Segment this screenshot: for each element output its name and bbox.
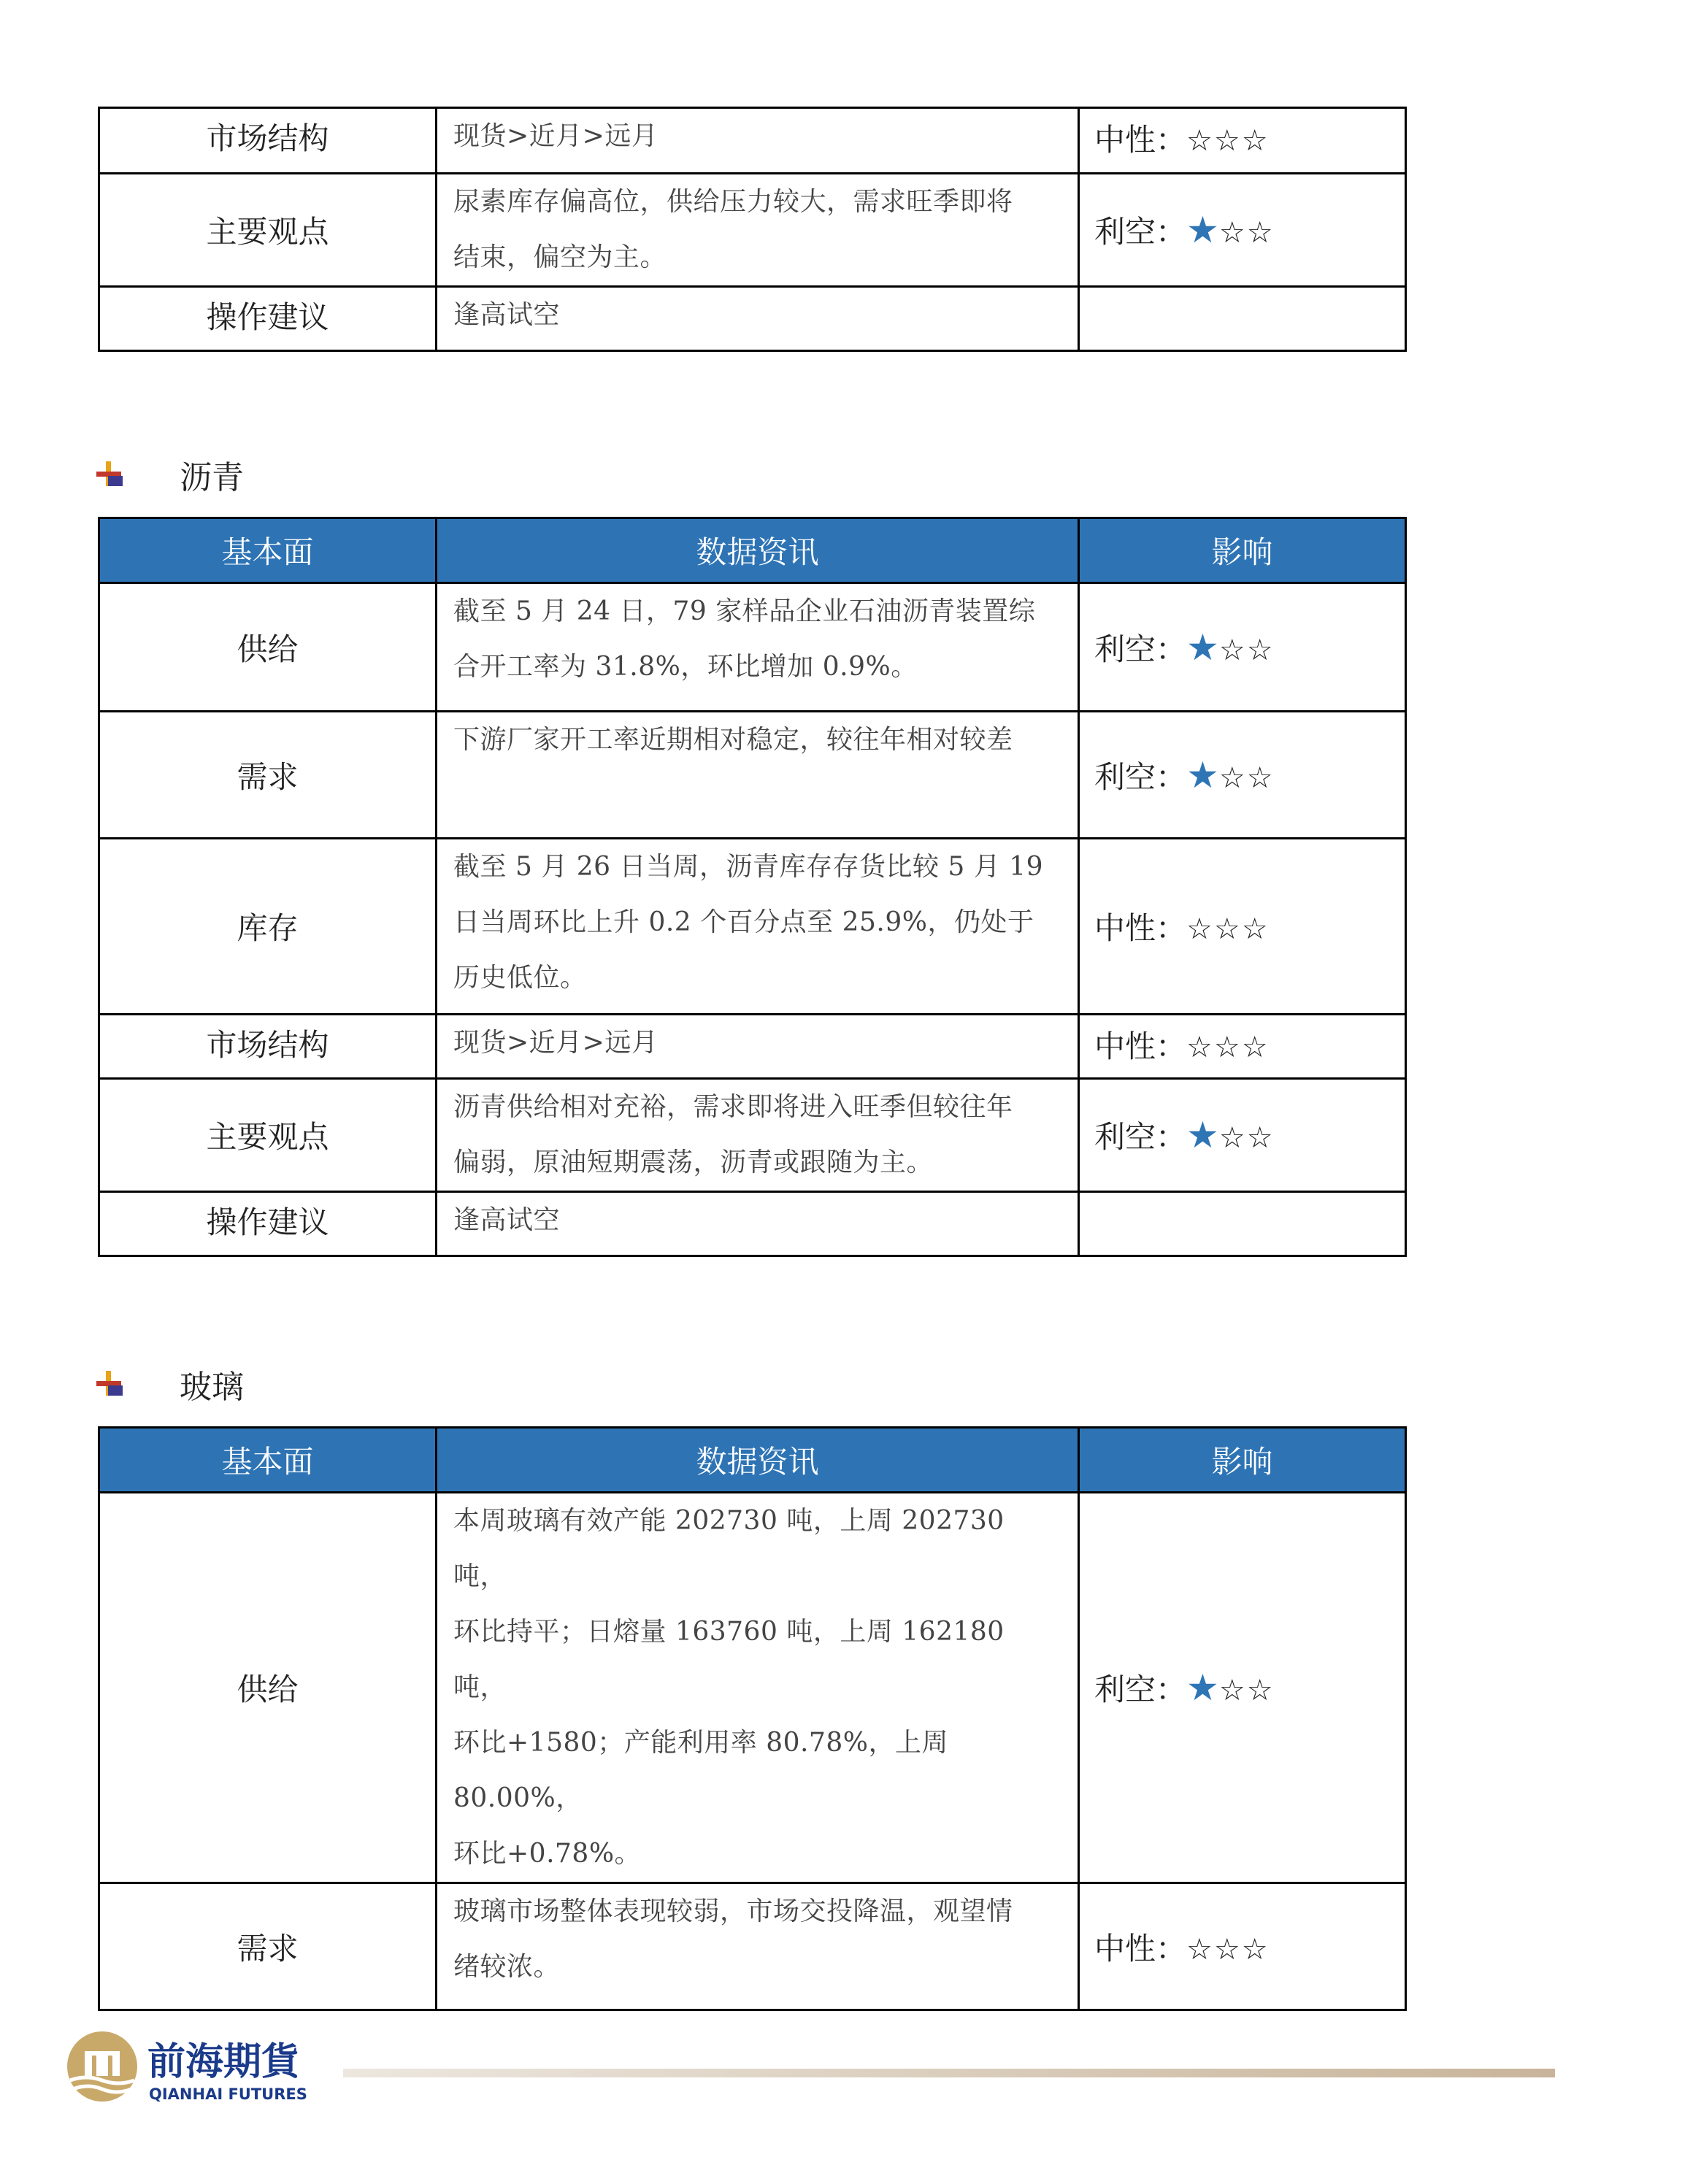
qianhai-futures-logo [63, 2026, 355, 2107]
info-line: 偏弱，原油短期震荡，沥青或跟随为主。 [453, 1147, 934, 1177]
info-line: 截至 5 月 24 日，79 家样品企业石油沥青装置综 [453, 596, 1036, 626]
row-impact [1079, 1192, 1406, 1256]
urea-table-body [99, 108, 1406, 351]
star-empty-icon: ☆ [1186, 124, 1214, 158]
header-fundamentals: 基本面 [99, 518, 437, 583]
info-line: 环比+0.78%。 [453, 1839, 642, 1869]
row-label: 市场结构 [99, 108, 437, 174]
star-rating [1186, 122, 1270, 158]
section-title: 玻璃 [180, 1369, 244, 1406]
header-impact: 影响 [1079, 518, 1406, 583]
row-impact [1079, 1493, 1406, 1883]
row-impact [1079, 839, 1406, 1015]
star-empty-icon: ☆ [1186, 1031, 1214, 1064]
star-empty-icon: ☆ [1218, 216, 1247, 250]
star-empty-icon: ☆ [1213, 1932, 1242, 1966]
impact-label: 中性： [1094, 122, 1187, 158]
logo-en-text: QIANHAI FUTURES [149, 2085, 307, 2103]
star-empty-icon: ☆ [1218, 1121, 1247, 1155]
table-row [99, 1192, 1406, 1256]
impact-label: 中性： [1094, 1930, 1187, 1966]
section-title: 沥青 [180, 459, 244, 496]
table-row [99, 583, 1406, 712]
row-info [437, 1883, 1079, 2010]
header-impact: 影响 [1079, 1428, 1406, 1493]
row-info [437, 583, 1079, 712]
star-empty-icon: ☆ [1218, 761, 1247, 795]
bullet-icon [95, 1369, 124, 1399]
impact-label: 利空： [1094, 631, 1187, 667]
info-line: 历史低位。 [453, 963, 587, 993]
impact-label: 中性： [1094, 910, 1187, 946]
glass-table [98, 1426, 1407, 2011]
row-label: 库存 [99, 839, 437, 1015]
row-impact [1079, 174, 1406, 287]
row-label: 主要观点 [99, 1079, 437, 1192]
star-empty-icon: ☆ [1246, 1674, 1275, 1707]
star-empty-icon: ☆ [1186, 1932, 1214, 1966]
row-info [437, 174, 1079, 287]
table-header-row [99, 1428, 1406, 1493]
star-empty-icon: ☆ [1218, 633, 1247, 667]
star-empty-icon: ☆ [1241, 912, 1270, 946]
star-filled-icon: ★ [1186, 626, 1219, 669]
star-empty-icon: ☆ [1213, 912, 1242, 946]
row-label: 供给 [99, 1493, 437, 1883]
table-row [99, 1883, 1406, 2010]
info-line: 现货>近月>远月 [453, 121, 658, 151]
urea-table [98, 107, 1407, 352]
table-row [99, 174, 1406, 287]
info-line: 环比+1580；产能利用率 80.78%，上周 80.00%， [453, 1728, 948, 1813]
info-line: 日当周环比上升 0.2 个百分点至 25.9%，仍处于 [453, 907, 1034, 937]
row-impact [1079, 287, 1406, 351]
star-empty-icon: ☆ [1186, 912, 1214, 946]
star-empty-icon: ☆ [1213, 1031, 1242, 1064]
star-empty-icon: ☆ [1246, 633, 1275, 667]
info-line: 玻璃市场整体表现较弱，市场交投降温，观望情 [453, 1896, 1013, 1926]
info-line: 截至 5 月 26 日当周，沥青库存存货比较 5 月 19 [453, 852, 1044, 882]
table-row [99, 712, 1406, 839]
row-info [437, 1015, 1079, 1079]
info-line: 逢高试空 [453, 300, 561, 330]
star-empty-icon: ☆ [1213, 124, 1242, 158]
star-rating [1186, 1028, 1270, 1064]
info-line: 逢高试空 [453, 1205, 561, 1235]
info-line: 现货>近月>远月 [453, 1028, 658, 1058]
star-filled-icon: ★ [1186, 753, 1219, 796]
row-label: 市场结构 [99, 1015, 437, 1079]
info-line: 环比持平；日熔量 163760 吨，上周 162180 吨， [453, 1617, 1005, 1702]
table-row [99, 1493, 1406, 1883]
star-empty-icon: ☆ [1246, 216, 1275, 250]
asphalt-table-body [99, 518, 1406, 1256]
logo-cn-text: 前海期貨 [147, 2039, 300, 2084]
star-empty-icon: ☆ [1241, 124, 1270, 158]
section-heading-glass [95, 1362, 244, 1406]
row-impact [1079, 108, 1406, 174]
star-filled-icon: ★ [1186, 1666, 1219, 1709]
star-rating [1186, 1666, 1275, 1709]
star-rating [1186, 209, 1275, 251]
row-label: 供给 [99, 583, 437, 712]
star-filled-icon: ★ [1186, 209, 1219, 251]
star-filled-icon: ★ [1186, 1114, 1219, 1156]
star-empty-icon: ☆ [1246, 1121, 1275, 1155]
row-impact [1079, 583, 1406, 712]
table-row [99, 1015, 1406, 1079]
row-info [437, 839, 1079, 1015]
info-line: 沥青供给相对充裕，需求即将进入旺季但较往年 [453, 1092, 1013, 1122]
impact-label: 利空： [1094, 1119, 1187, 1155]
impact-label: 利空： [1094, 1672, 1187, 1707]
row-info [437, 108, 1079, 174]
star-rating [1186, 753, 1275, 796]
info-line: 合开工率为 31.8%，环比增加 0.9%。 [453, 652, 918, 682]
row-info [437, 712, 1079, 839]
impact-label: 利空： [1094, 758, 1187, 795]
star-empty-icon: ☆ [1241, 1932, 1270, 1966]
impact-label: 利空： [1094, 214, 1187, 250]
star-empty-icon: ☆ [1241, 1031, 1270, 1064]
star-empty-icon: ☆ [1218, 1674, 1247, 1707]
star-rating [1186, 1114, 1275, 1156]
glass-table-body [99, 1428, 1406, 2010]
info-line: 绪较浓。 [453, 1952, 561, 1982]
table-row [99, 1079, 1406, 1192]
asphalt-table [98, 517, 1407, 1257]
table-row [99, 287, 1406, 351]
header-data-info: 数据资讯 [437, 518, 1079, 583]
section-heading-asphalt [95, 453, 244, 496]
impact-label: 中性： [1094, 1028, 1187, 1064]
row-label: 需求 [99, 1883, 437, 2010]
row-info [437, 1493, 1079, 1883]
info-line: 下游厂家开工率近期相对稳定，较往年相对较差 [453, 725, 1013, 755]
star-rating [1186, 1931, 1270, 1966]
footer-divider [343, 2069, 1555, 2077]
row-impact [1079, 1015, 1406, 1079]
row-label: 操作建议 [99, 1192, 437, 1256]
row-label: 需求 [99, 712, 437, 839]
info-line: 尿素库存偏高位，供给压力较大，需求旺季即将 [453, 187, 1013, 217]
row-label: 操作建议 [99, 287, 437, 351]
bullet-icon [95, 460, 124, 489]
star-rating [1186, 626, 1275, 669]
table-header-row [99, 518, 1406, 583]
info-line: 结束，偏空为主。 [453, 242, 667, 272]
table-row [99, 108, 1406, 174]
header-data-info: 数据资讯 [437, 1428, 1079, 1493]
row-impact [1079, 1883, 1406, 2010]
star-empty-icon: ☆ [1246, 761, 1275, 795]
header-fundamentals: 基本面 [99, 1428, 437, 1493]
row-impact [1079, 712, 1406, 839]
row-label: 主要观点 [99, 174, 437, 287]
info-line: 本周玻璃有效产能 202730 吨，上周 202730 吨， [453, 1506, 1005, 1591]
row-info [437, 287, 1079, 351]
row-impact [1079, 1079, 1406, 1192]
star-rating [1186, 910, 1270, 946]
table-row [99, 839, 1406, 1015]
row-info [437, 1192, 1079, 1256]
row-info [437, 1079, 1079, 1192]
